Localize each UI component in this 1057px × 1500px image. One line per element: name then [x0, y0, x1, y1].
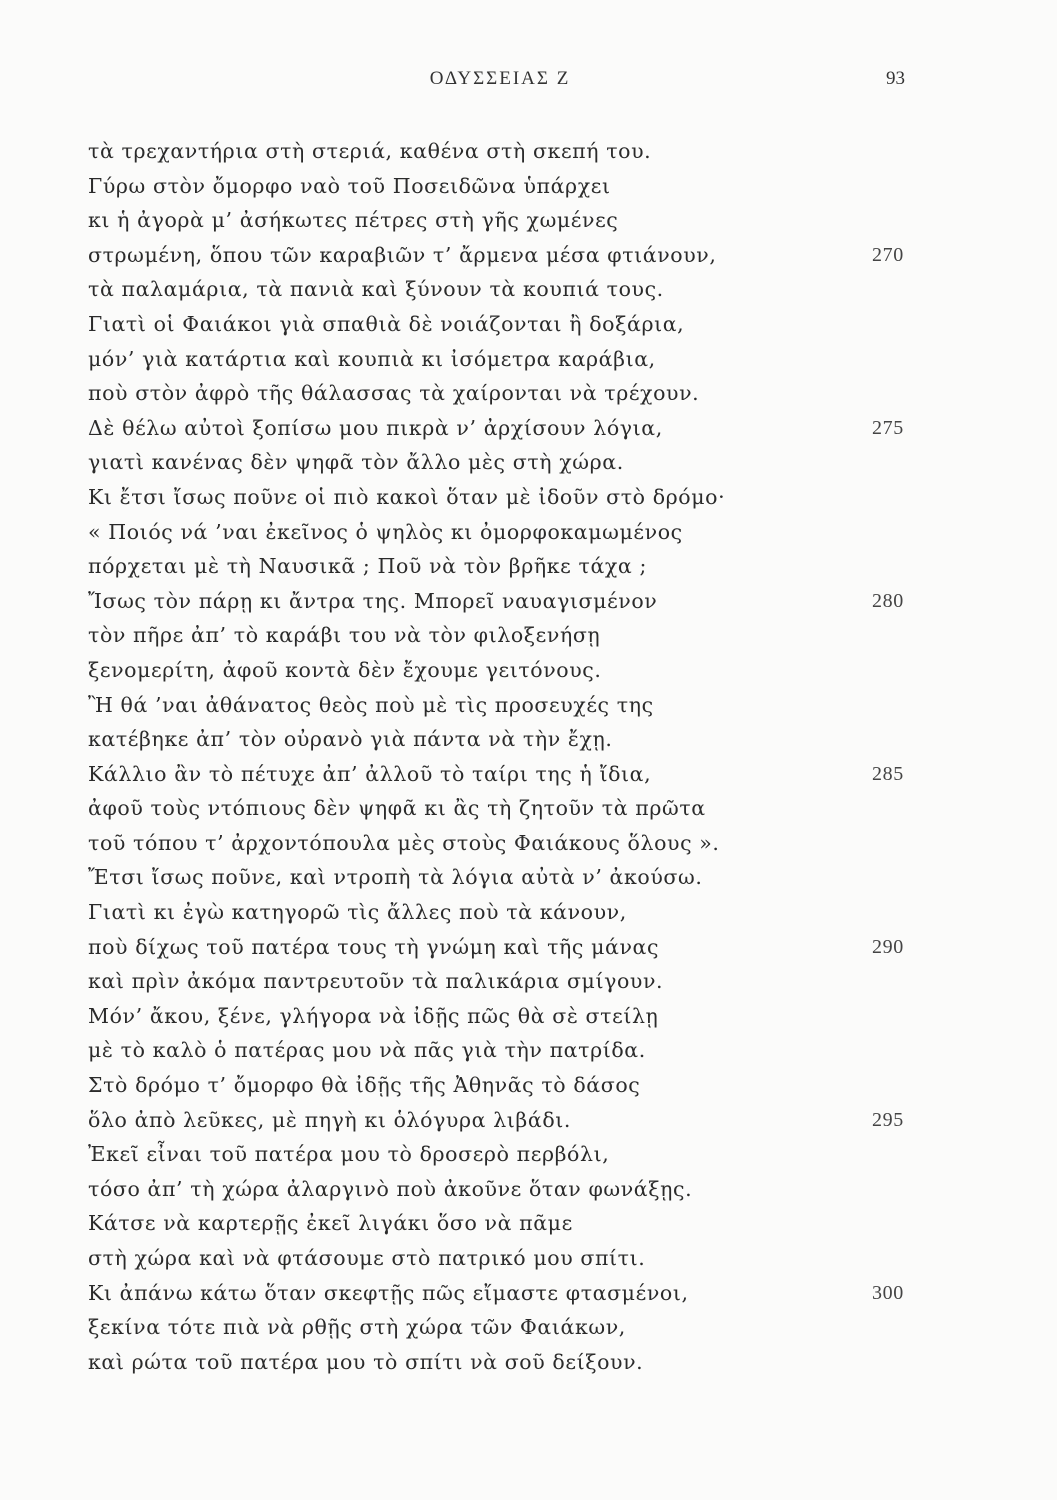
- verse-text: ποὺ στὸν ἀφρὸ τῆς θάλασσας τὰ χαίρονται νὰ τρέχουν.: [88, 381, 700, 406]
- verse-line: [88, 272, 918, 307]
- verse-line: [88, 1137, 918, 1172]
- verse-line: [88, 1241, 918, 1276]
- verse-line: [88, 860, 918, 895]
- verse-line: [88, 515, 918, 550]
- verse-line: [88, 376, 918, 411]
- verse-text: τοῦ τόπου τ’ ἀρχοντόπουλα μὲς στοὺς Φαιάκους ὅλους ».: [88, 830, 720, 855]
- verse-line: [88, 999, 918, 1034]
- verse-line: [88, 1310, 918, 1345]
- verse-line: [88, 203, 918, 238]
- verse-text: Γιατὶ οἱ Φαιάκοι γιὰ σπαθιὰ δὲ νοιάζονται ἢ δοξάρια,: [88, 311, 685, 336]
- verse-text: ἀφοῦ τοὺς ντόπιους δὲν ψηφᾶ κι ἂς τὴ ζητοῦν τὰ πρῶτα: [88, 796, 706, 821]
- verse-text: τὰ τρεχαντήρια στὴ στεριά, καθένα στὴ σκεπή του.: [88, 139, 652, 163]
- line-number: 275: [872, 416, 904, 439]
- verse-line: [88, 618, 918, 653]
- line-number: 300: [872, 1281, 904, 1304]
- verse-line: [88, 653, 918, 688]
- verse-line: [88, 722, 918, 757]
- verse-text: μὲ τὸ καλὸ ὁ πατέρας μου νὰ πᾶς γιὰ τὴν πατρίδα.: [88, 1038, 646, 1063]
- verse-line: [88, 1345, 918, 1380]
- verse-text: Ἐκεῖ εἶναι τοῦ πατέρα μου τὸ δροσερὸ περβόλι,: [88, 1142, 610, 1167]
- verse-line: [88, 134, 918, 169]
- verse-text: πόρχεται μὲ τὴ Ναυσικᾶ ; Ποῦ νὰ τὸν βρῆκε τάχα ;: [88, 554, 647, 579]
- verse-text: Κι ἔτσι ἴσως ποῦνε οἱ πιὸ κακοὶ ὅταν μὲ ἰδοῦν στὸ δρόμο·: [88, 484, 726, 509]
- verse-text: τὸν πῆρε ἀπ’ τὸ καράβι του νὰ τὸν φιλοξενήσῃ: [88, 623, 601, 648]
- line-number: 270: [872, 243, 904, 266]
- verse-line: [88, 549, 918, 584]
- verse-line: [88, 1276, 918, 1311]
- verse-line: [88, 238, 918, 273]
- verse-text: ξενομερίτη, ἀφοῦ κοντὰ δὲν ἔχουμε γειτόνους.: [88, 657, 602, 682]
- verse-text: ὅλο ἀπὸ λεῦκες, μὲ πηγὴ κι ὁλόγυρα λιβάδι.: [88, 1107, 572, 1132]
- verse-line: [88, 930, 918, 965]
- verse-line: [88, 688, 918, 723]
- verse-line: [88, 791, 918, 826]
- line-number: 295: [872, 1108, 904, 1131]
- verse-line: [88, 307, 918, 342]
- verse-text: Γιατὶ κι ἐγὼ κατηγορῶ τὶς ἄλλες ποὺ τὰ κάνουν,: [88, 900, 627, 925]
- page-number: 93: [886, 68, 905, 89]
- verse-text: Ἢ θά ’ναι ἀθάνατος θεὸς ποὺ μὲ τὶς προσευχές της: [88, 692, 654, 717]
- verse-text: καὶ πρὶν ἀκόμα παντρευτοῦν τὰ παλικάρια σμίγουν.: [88, 969, 664, 994]
- verse-line: [88, 445, 918, 480]
- verse-text: στρωμένη, ὅπου τῶν καραβιῶν τ’ ἄρμενα μέσα φτιάνουν,: [88, 242, 717, 267]
- verse-line: [88, 895, 918, 930]
- verse-text: στὴ χώρα καὶ νὰ φτάσουμε στὸ πατρικό μου σπίτι.: [88, 1246, 646, 1270]
- verse-text: μόν’ γιὰ κατάρτια καὶ κουπιὰ κι ἰσόμετρα καράβια,: [88, 346, 656, 371]
- verse-line: [88, 480, 918, 515]
- verse-text: ξεκίνα τότε πιὰ νὰ ρθῇς στὴ χώρα τῶν Φαιάκων,: [88, 1315, 626, 1340]
- verse-line: [88, 1103, 918, 1138]
- verse-text: Κάτσε νὰ καρτερῇς ἐκεῖ λιγάκι ὅσο νὰ πᾶμε: [88, 1211, 573, 1236]
- verse-line: [88, 411, 918, 446]
- verse-text: Ἴσως τὸν πάρῃ κι ἄντρα της. Μπορεῖ ναυαγισμένον: [88, 588, 658, 613]
- verse-text: Κι ἀπάνω κάτω ὅταν σκεφτῇς πῶς εἴμαστε φτασμένοι,: [88, 1280, 689, 1305]
- verse-text: Γύρω στὸν ὄμορφο ναὸ τοῦ Ποσειδῶνα ὑπάρχει: [88, 173, 611, 198]
- verse-block: [88, 134, 918, 1379]
- verse-line: [88, 1033, 918, 1068]
- verse-line: [88, 169, 918, 204]
- verse-line: [88, 964, 918, 999]
- running-title: ΟΔΥΣΣΕΙΑΣ Ζ: [429, 68, 571, 89]
- verse-line: [88, 1172, 918, 1207]
- verse-text: τὰ παλαμάρια, τὰ πανιὰ καὶ ξύνουν τὰ κουπιά τους.: [88, 277, 664, 302]
- verse-text: Δὲ θέλω αὐτοὶ ξοπίσω μου πικρὰ ν’ ἀρχίσουν λόγια,: [88, 415, 663, 440]
- verse-text: Κάλλιο ἂν τὸ πέτυχε ἀπ’ ἀλλοῦ τὸ ταίρι της ἡ ἴδια,: [88, 761, 652, 786]
- verse-text: Μόν’ ἄκου, ξένε, γλήγορα νὰ ἰδῇς πῶς θὰ σὲ στείλῃ: [88, 1003, 659, 1028]
- line-number: 285: [872, 762, 904, 785]
- verse-text: ποὺ δίχως τοῦ πατέρα τους τὴ γνώμη καὶ τῆς μάνας: [88, 934, 660, 959]
- verse-text: Ἔτσι ἴσως ποῦνε, καὶ ντροπὴ τὰ λόγια αὐτὰ ν’ ἀκούσω.: [88, 865, 703, 890]
- running-head: [0, 68, 1057, 98]
- verse-text: γιατὶ κανένας δὲν ψηφᾶ τὸν ἄλλο μὲς στὴ χώρα.: [88, 450, 624, 475]
- verse-text: Στὸ δρόμο τ’ ὄμορφο θὰ ἰδῇς τῆς Ἀθηνᾶς τὸ δάσος: [88, 1073, 641, 1098]
- verse-line: [88, 1068, 918, 1103]
- verse-line: [88, 757, 918, 792]
- verse-text: καὶ ρώτα τοῦ πατέρα μου τὸ σπίτι νὰ σοῦ δείξουν.: [88, 1349, 644, 1374]
- line-number: 290: [872, 935, 904, 958]
- line-number: 280: [872, 589, 904, 612]
- verse-line: [88, 584, 918, 619]
- verse-line: [88, 1206, 918, 1241]
- verse-line: [88, 826, 918, 861]
- verse-text: κατέβηκε ἀπ’ τὸν οὐρανὸ γιὰ πάντα νὰ τὴν ἔχῃ.: [88, 727, 613, 752]
- verse-line: [88, 342, 918, 377]
- verse-text: τόσο ἀπ’ τὴ χώρα ἀλαργινὸ ποὺ ἀκοῦνε ὅταν φωνάξῃς.: [88, 1176, 693, 1201]
- verse-text: « Ποιός νά ’ναι ἐκεῖνος ὁ ψηλὸς κι ὀμορφοκαμωμένος: [88, 519, 683, 544]
- verse-text: κι ἡ ἀγορὰ μ’ ἀσήκωτες πέτρες στὴ γῆς χωμένες: [88, 208, 619, 233]
